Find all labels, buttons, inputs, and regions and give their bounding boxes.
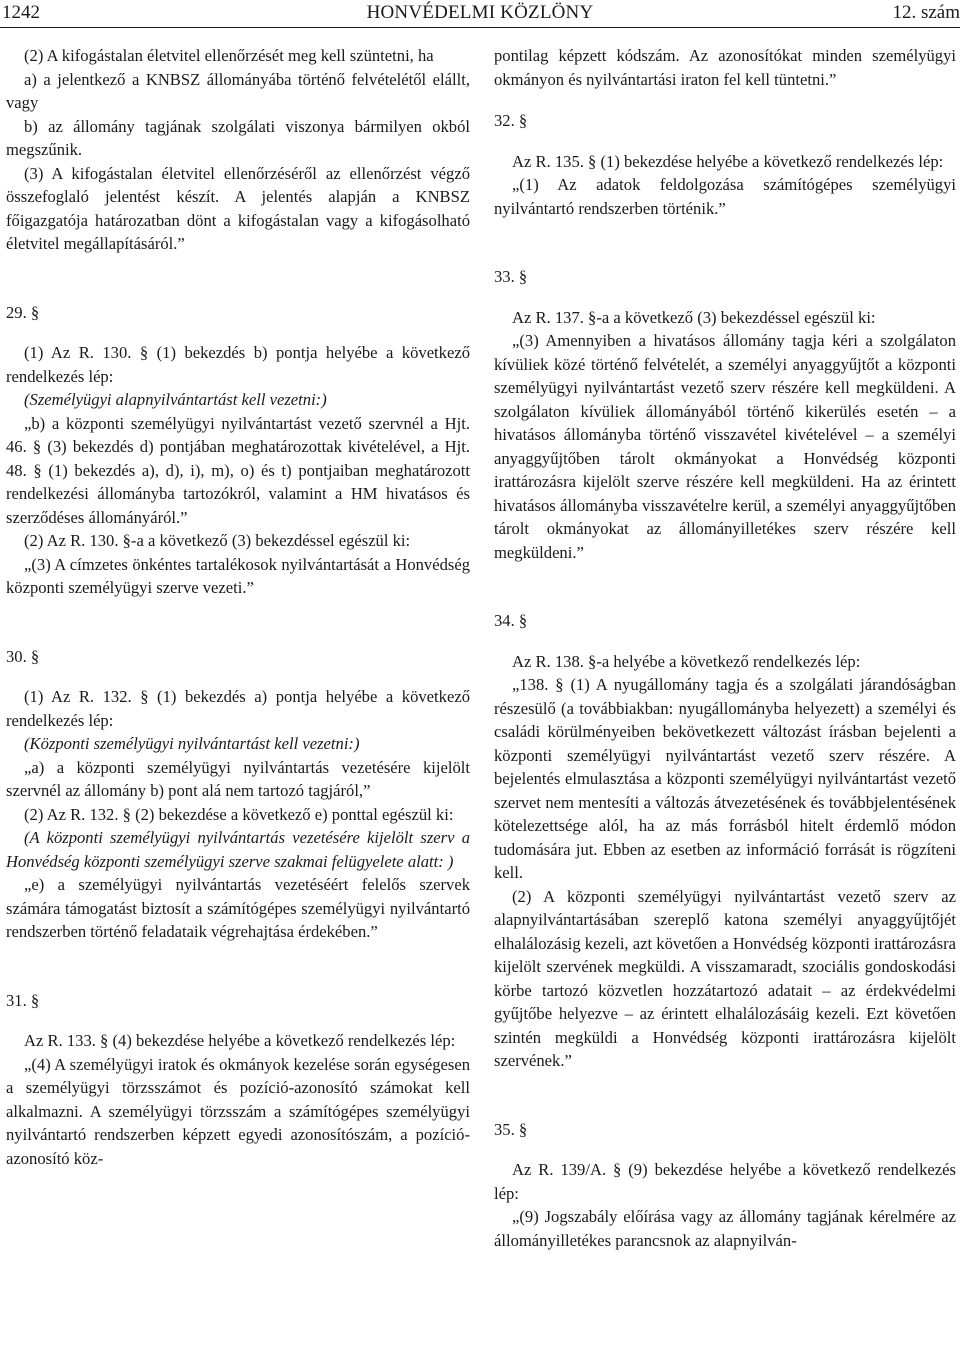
paragraph-italic: (A központi személyügyi nyilvántartás vezetésére kijelölt szerv a Honvédség központi személyügyi szerve szakmai felügyelete alatt: ) [6,828,470,871]
paragraph: Az R. 138. §-a helyébe a következő rendelkezés lép: [512,651,861,671]
paragraph: „(3) A címzetes önkéntes tartalékosok nyilvántartását a Honvédség központi személyügyi szerve vezeti.” [6,554,470,597]
right-column [494,44,956,1252]
paragraph: (1) Az R. 130. § (1) bekezdés b) pontja helyébe a következő rendelkezés lép: [6,343,470,386]
paragraph: „(3) Amennyiben a hivatásos állomány tagja kéri a szolgálaton kívüliek közé történő felvételét, a személyi anyaggyűjtőt a központi személyügyi nyilvántartást vezető szerv részére kell megküldeni. A szolgálaton kívüliek állományából történő kikerülés esetén – a hivatásos állományba történő visszavétel kivételével – a személyi anyaggyűjtőben tárolt okmányokat a Honvédség központi irattározásra kijelölt szerve részére kell megküldeni. Ha az érintett hivatásos állományba visszavételre kerül, a személyi anyaggyűjtőben tárolt okmányokat az állományilletékes szerv részére kell megküldeni.” [494,331,956,562]
paragraph: „(9) Jogszabály előírása vagy az állomány tagjának kérelmére az állományilletékes parancsnok az alapnyilván- [494,1207,956,1250]
page-header [0,0,960,26]
paragraph: „a) a központi személyügyi nyilvántartás vezetésére kijelölt szervnél az állomány b) pont alá nem tartozó tagjáról,” [6,757,470,800]
paragraph: b) az állomány tagjának szolgálati viszonya bármilyen okból megszűnik. [6,116,470,159]
section-heading: 35. § [494,1119,528,1139]
section-heading: 33. § [494,267,528,286]
paragraph-italic: (Központi személyügyi nyilvántartást kell vezetni:) [24,734,360,753]
paragraph: (3) A kifogástalan életvitel ellenőrzéséről az ellenőrzést végző összefoglaló jelentést készít. A jelentés alapján a KNBSZ főigazgatója határozatban dönt a kifogástalan vagy a kifogásolható életvitel megállapításáról.” [6,163,470,253]
journal-title: HONVÉDELMI KÖZLÖNY [366,2,594,23]
paragraph: (2) Az R. 130. §-a a következő (3) bekezdéssel egészül ki: [24,531,411,550]
header-rule [0,27,960,28]
paragraph: pontilag képzett kódszám. Az azonosítókat minden személyügyi okmányon és nyilvántartási iraton fel kell tüntetni.” [494,46,956,89]
paragraph: (2) A központi személyügyi nyilvántartást vezető szerv az alapnyilvántartásában szereplő katona személyi anyaggyűjtőjét elhalálozásig kezeli, azt követően a Honvédség központi irattározásra kijelölt szervének megküldi. A visszamaradt, szociális gondoskodási körbe tartozó közvetlen hozzátartozó adatait – az érdekvédelmi gyűjtőbe helyezve – az érintett elhalálozásáig kezeli. Ezt követően szintén megküldi a Honvédség központi irattározásra kijelölt szervének.” [494,886,956,1070]
paragraph: „b) a központi személyügyi nyilvántartást vezető szervnél a Hjt. 46. § (3) bekezdés d) pontjában meghatározottak kivételével, a Hjt. 48. § (1) bekezdés a), d), i), m), o) és t) pontjaiban meghatározott rendelkezési állományba tartozókról, valamint a HM hivatásos és szerződéses állományáról.” [6,413,470,527]
section-heading: 32. § [494,111,528,130]
paragraph: (1) Az R. 132. § (1) bekezdés a) pontja helyébe a következő rendelkezés lép: [6,687,470,730]
issue-number: 12. szám [892,2,960,23]
paragraph: (2) Az R. 132. § (2) bekezdése a következő e) ponttal egészül ki: [24,804,454,824]
page-number: 1242 [2,2,40,23]
section-heading: 30. § [6,646,40,666]
left-column [6,44,470,1170]
paragraph: Az R. 135. § (1) bekezdése helyébe a következő rendelkezés lép: [512,151,944,171]
paragraph: „e) a személyügyi nyilvántartás vezetéséért felelős szervek számára támogatást biztosít a számítógépes személyügyi nyilvántartó rendszerben történő feladataik végrehajtása érdekében.” [6,875,470,941]
paragraph: Az R. 139/A. § (9) bekezdése helyébe a következő rendelkezés lép: [494,1160,956,1203]
paragraph: Az R. 137. §-a a következő (3) bekezdéssel egészül ki: [512,307,876,327]
paragraph-italic: (Személyügyi alapnyilvántartást kell vezetni:) [24,390,327,409]
section-heading: 31. § [6,990,40,1010]
paragraph: „(4) A személyügyi iratok és okmányok kezelése során egységesen a személyügyi törzsszámot és pozíció-azonosító számokat kell alkalmazni. A személyügyi törzsszám a számítógépes személyügyi nyilvántartó rendszerben képzett egyedi azonosítószám, a pozíció-azonosító köz- [6,1054,470,1168]
paragraph: (2) A kifogástalan életvitel ellenőrzését meg kell szüntetni, ha [24,46,434,65]
paragraph: a) a jelentkező a KNBSZ állományába történő felvételétől elállt, vagy [6,69,470,112]
section-heading: 29. § [6,302,40,322]
paragraph: Az R. 133. § (4) bekezdése helyébe a következő rendelkezés lép: [24,1031,456,1050]
section-heading: 34. § [494,611,528,630]
paragraph: „(1) Az adatok feldolgozása számítógépes személyügyi nyilvántartó rendszerben történik.” [494,175,956,218]
paragraph: „138. § (1) A nyugállomány tagja és a szolgálati járandóságban részesülő (a továbbiakban: nyugállományba helyezett) a személyi és családi körülményeiben bekövetkezett változást írásban bejelenti a központi személyügyi nyilvántartást vezető szerv részére. A bejelentés elmulasztása a központi személyügyi nyilvántartást vezető szervet nem mentesíti a változás átvezetésének és továbbjelentésének kötelezettsége alól, ha az más forrásból hitelt érdemlő módon tudomására jut. Ebben az esetben az információ forrását is rögzíteni kell. [494,675,956,882]
